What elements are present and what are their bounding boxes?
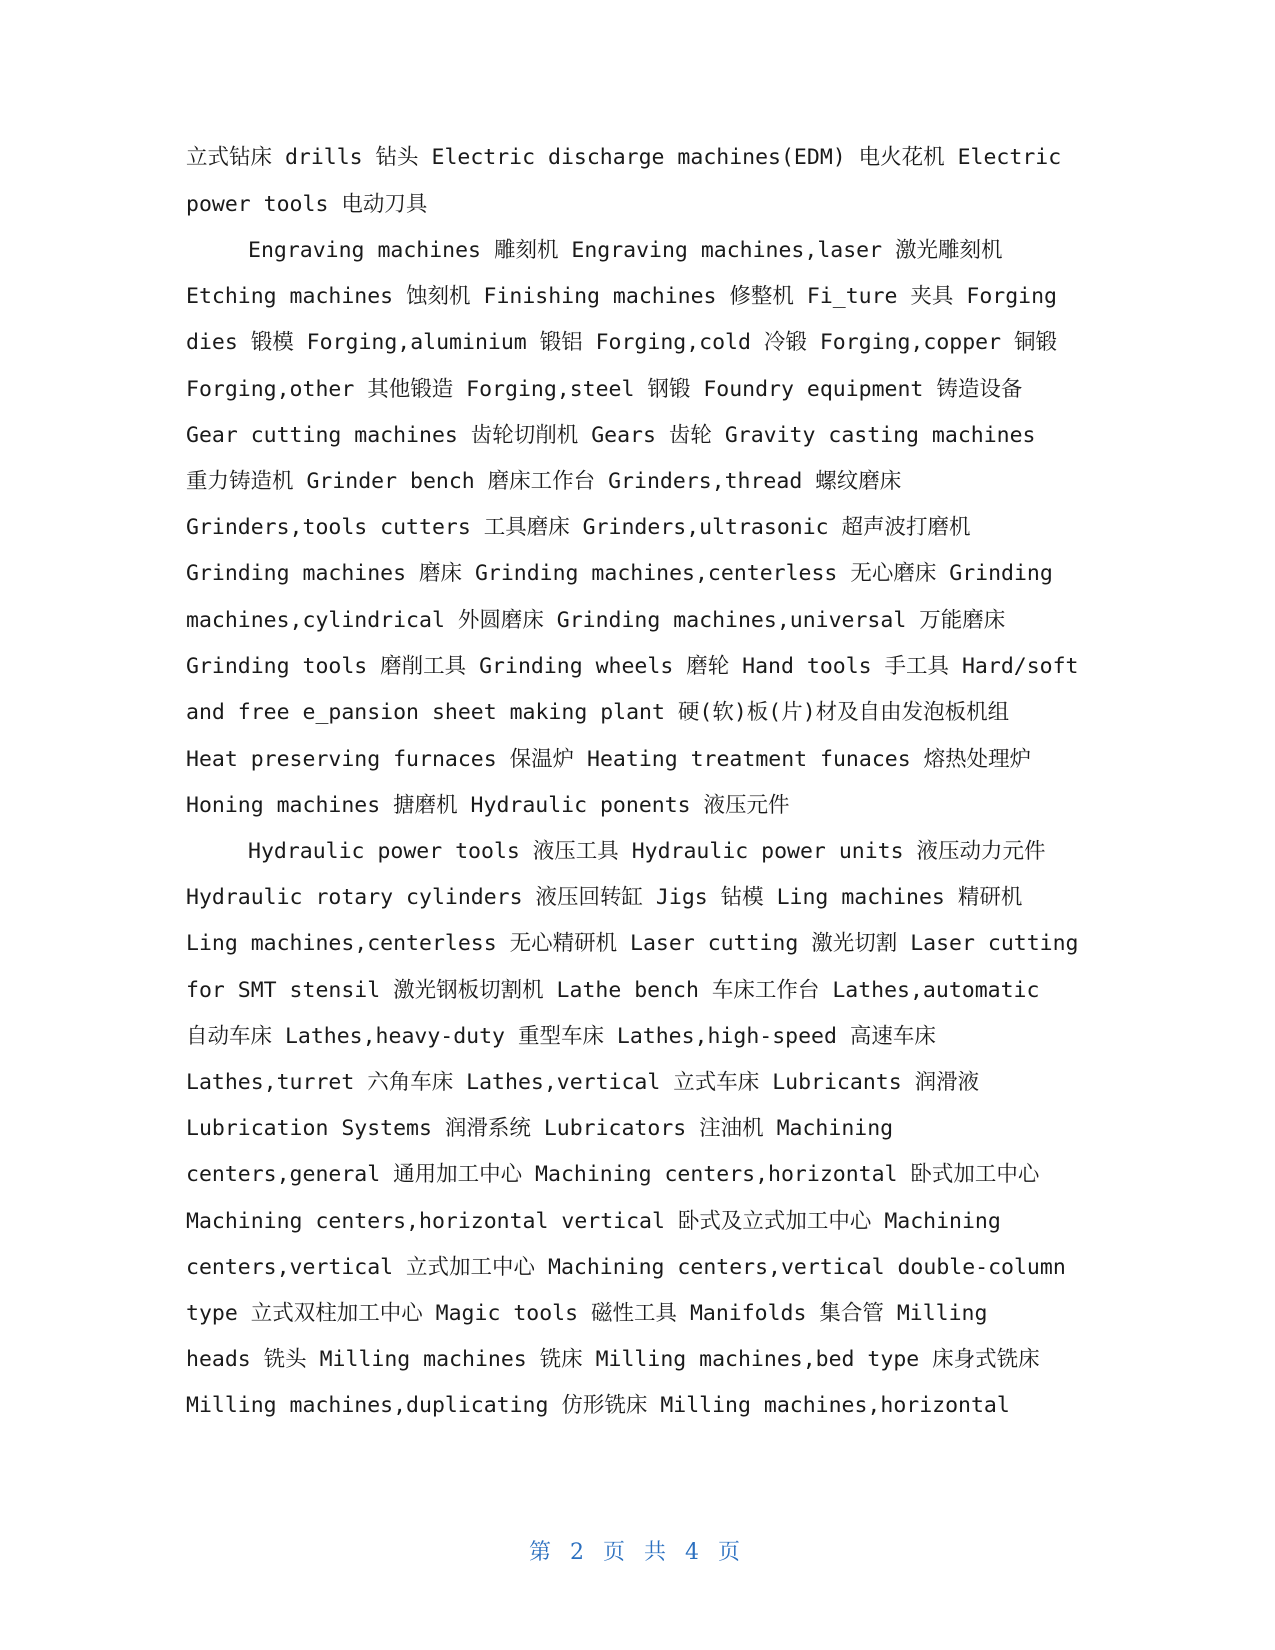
text-line: 自动车床 Lathes,heavy-duty 重型车床 Lathes,high-speed 高速车床 [186, 1024, 936, 1049]
paragraph-start-line: Hydraulic power tools 液压工具 Hydraulic power units 液压动力元件 [248, 839, 1046, 864]
text-line: Grinders,tools cutters 工具磨床 Grinders,ultrasonic 超声波打磨机 [186, 515, 971, 540]
page-number-footer: 第 2 页 共 4 页 [529, 1540, 746, 1565]
text-line: Gear cutting machines 齿轮切削机 Gears 齿轮 Gravity casting machines [186, 423, 1036, 448]
text-line: Hydraulic rotary cylinders 液压回转缸 Jigs 钻模 Ling machines 精研机 [186, 885, 1023, 910]
text-line: type 立式双柱加工中心 Magic tools 磁性工具 Manifolds 集合管 Milling [186, 1301, 988, 1326]
text-line: Honing machines 搪磨机 Hydraulic ponents 液压元件 [186, 793, 790, 818]
paragraph-start-line: Engraving machines 雕刻机 Engraving machines,laser 激光雕刻机 [248, 238, 1003, 263]
text-line: Heat preserving furnaces 保温炉 Heating treatment funaces 熔热处理炉 [186, 747, 1032, 772]
text-line: centers,vertical 立式加工中心 Machining centers,vertical double-column [186, 1255, 1066, 1280]
text-line: Lubrication Systems 润滑系统 Lubricators 注油机 Machining [186, 1116, 894, 1141]
text-line: heads 铣头 Milling machines 铣床 Milling machines,bed type 床身式铣床 [186, 1347, 1040, 1372]
text-line: Forging,other 其他锻造 Forging,steel 钢锻 Foundry equipment 铸造设备 [186, 377, 1023, 402]
text-line: Lathes,turret 六角车床 Lathes,vertical 立式车床 Lubricants 润滑液 [186, 1070, 980, 1095]
text-line: dies 锻模 Forging,aluminium 锻铝 Forging,cold 冷锻 Forging,copper 铜锻 [186, 330, 1057, 355]
text-line: for SMT stensil 激光钢板切割机 Lathe bench 车床工作台 Lathes,automatic [186, 978, 1040, 1003]
text-line: and free e_pansion sheet making plant 硬(软)板(片)材及自由发泡板机组 [186, 700, 1010, 725]
text-line: Ling machines,centerless 无心精研机 Laser cutting 激光切割 Laser cutting [186, 931, 1079, 956]
text-line: 立式钻床 drills 钻头 Electric discharge machines(EDM) 电火花机 Electric [186, 145, 1062, 170]
text-line: power tools 电动刀具 [186, 192, 428, 217]
text-line: Grinding tools 磨削工具 Grinding wheels 磨轮 Hand tools 手工具 Hard/soft [186, 654, 1079, 679]
text-line: centers,general 通用加工中心 Machining centers,horizontal 卧式加工中心 [186, 1162, 1040, 1187]
text-line: Grinding machines 磨床 Grinding machines,centerless 无心磨床 Grinding [186, 561, 1053, 586]
text-line: machines,cylindrical 外圆磨床 Grinding machines,universal 万能磨床 [186, 608, 1006, 633]
text-line: Milling machines,duplicating 仿形铣床 Milling machines,horizontal [186, 1393, 1010, 1418]
text-line: 重力铸造机 Grinder bench 磨床工作台 Grinders,thread 螺纹磨床 [186, 469, 902, 494]
text-line: Etching machines 蚀刻机 Finishing machines 修整机 Fi_ture 夹具 Forging [186, 284, 1057, 309]
text-line: Machining centers,horizontal vertical 卧式及立式加工中心 Machining [186, 1209, 1001, 1234]
